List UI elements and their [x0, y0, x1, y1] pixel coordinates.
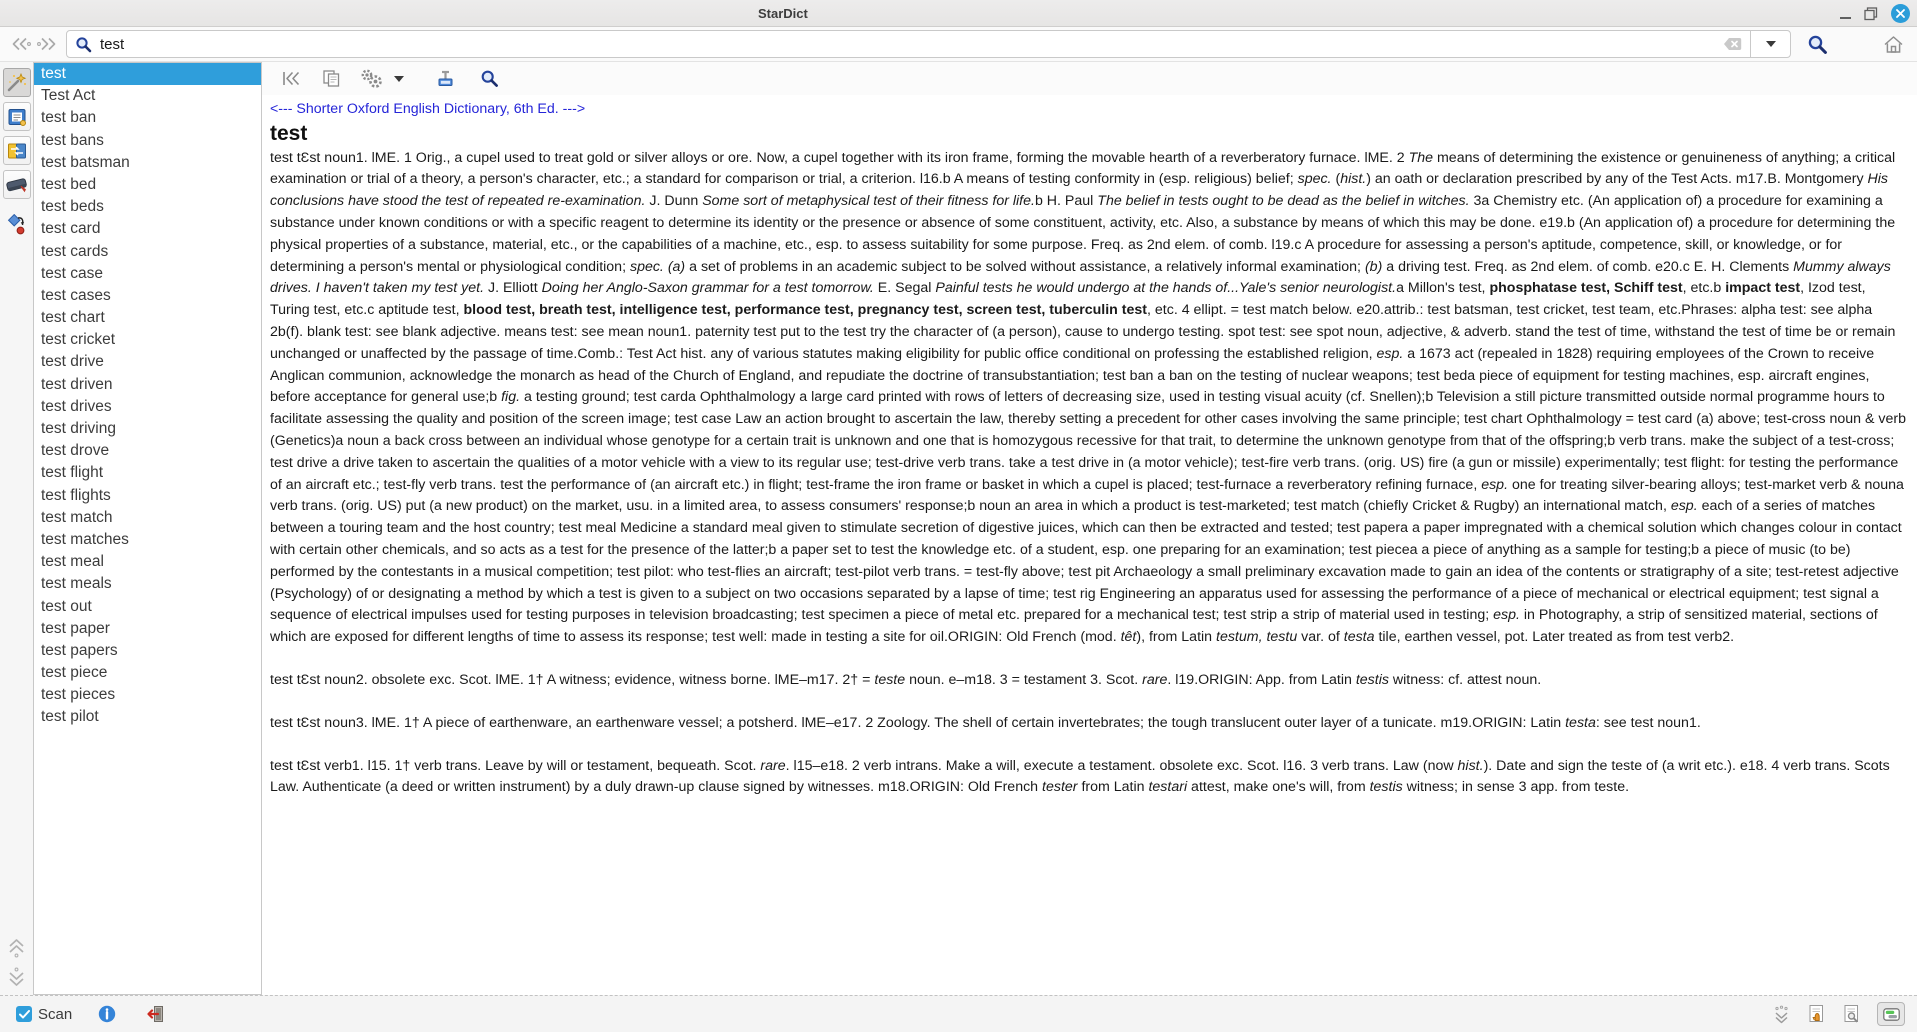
minimize-button[interactable] — [1840, 9, 1851, 19]
dropdown-caret-icon — [394, 76, 404, 82]
dict-list-tab-button[interactable] — [3, 102, 31, 131]
article-paragraph: test tƐst noun3. lME. 1† A piece of earthenware, an earthenware vessel; a potsherd. lME–e17. 2 Zoology. The shell of certain invertebrates; the tough translucent outer layer of a tunicate. m19.ORIGIN: Latin testa: see test noun1. — [270, 714, 1701, 731]
word-next-button[interactable] — [3, 965, 31, 991]
article-find-button[interactable] — [474, 66, 504, 92]
wordlist-item[interactable]: test bed — [41, 175, 97, 193]
search-dropdown-button[interactable] — [1750, 31, 1790, 57]
main-area — [0, 62, 1917, 995]
status-bar — [0, 995, 1917, 1032]
article-pane — [262, 62, 1917, 995]
dictionary-header: <--- Shorter Oxford English Dictionary, 6th Ed. ---> — [270, 101, 586, 117]
scan-label: Scan — [38, 1005, 73, 1023]
wordlist-item[interactable]: test papers — [41, 641, 118, 659]
skip-first-icon — [281, 70, 301, 87]
back-icon — [10, 36, 32, 52]
wordlist-item[interactable]: test bans — [41, 131, 104, 149]
wordlist-item[interactable]: test chart — [41, 309, 105, 327]
wordlist-item[interactable]: test piece — [41, 664, 108, 682]
definition-area[interactable] — [262, 95, 1917, 995]
window-title: StarDict — [758, 6, 808, 21]
wordlist-item[interactable]: test pieces — [41, 686, 116, 704]
title-bar — [0, 0, 1917, 27]
wordlist-item[interactable]: test match — [41, 508, 113, 526]
wordlist-item[interactable]: test batsman — [41, 153, 130, 171]
wordlist-item[interactable]: test beds — [41, 198, 104, 216]
dict-swap-tab-button[interactable] — [3, 136, 31, 165]
wordlist-item[interactable]: Test Act — [41, 87, 96, 105]
close-button[interactable] — [1891, 4, 1910, 23]
search-entry[interactable] — [66, 30, 1791, 58]
toggle-panel-icon — [1883, 1008, 1900, 1021]
pointer-dots-icon — [1772, 1005, 1791, 1024]
edit-dict-button[interactable] — [1842, 1004, 1861, 1024]
exit-icon — [146, 1005, 164, 1023]
headword: test — [270, 121, 308, 145]
wordlist-item[interactable]: test meal — [41, 553, 104, 571]
word-prev-icon — [6, 935, 27, 959]
search-toolbar — [0, 27, 1917, 62]
back-button[interactable] — [8, 31, 34, 57]
manage-dict-dropdown[interactable] — [386, 76, 412, 82]
search-button[interactable] — [1803, 30, 1831, 58]
wordlist-item[interactable]: test — [34, 63, 261, 85]
wordlist-item[interactable]: test cards — [41, 242, 109, 260]
maximize-button[interactable] — [1864, 7, 1878, 21]
word-list[interactable] — [33, 62, 262, 995]
find-button-icon — [1807, 34, 1828, 55]
side-toolbar — [0, 62, 33, 995]
search-icon — [67, 36, 96, 53]
wordlist-item[interactable]: test out — [41, 597, 92, 615]
dict-list-icon — [6, 106, 28, 128]
wordlist-item[interactable]: test drive — [41, 353, 104, 371]
wordlist-item[interactable]: test paper — [41, 619, 110, 637]
article-paragraph: test tƐst noun1. lME. 1 Orig., a cupel used to treat gold or silver alloys or ore. Now, a cupel together with its iron frame, forming the movable hearth of a reverberatory furnace. lME. 2 The means of determining the existence or genuineness of anything; a critical examination or trial of a theory, a person's character, etc.; a standard for comparison or trial, a criterion. l16.b A means of testing conformity in (esp. religious) belief; spec. (hist.) an oath or declaration prescribed by any of the Test Acts. m17.B. Montgomery His conclusions have stood the test of repeated re-examination. J. Dunn Some sort of metaphysical test of their fitness for life.b H. Paul The belief in tests ought to be dead as the belief in witches. 3a Chemistry etc. (An application of) a procedure for examining a substance under known conditions or with a specific reagent to determine its identity or the presence or absence of some constituent, activity, etc. Also, a substance by means of which this may be done. e19.b (An application of) a procedure for determining the physical properties of a substance, material, etc., or the capabilities of a machine, etc., esp. to assess suitability for some purpose. Freq. as 2nd elem. of comb. l19.c A procedure for assessing a person's aptitude, competence, skill, or knowledge, or for determining a person's mental or physiological condition; spec. (a) a set of problems in an academic subject to be solved without assistance, a relatively informal examination; (b) a driving test. Freq. as 2nd elem. of comb. e20.c E. H. Clements Mummy always drives. I haven't taken my test yet. J. Elliott Doing her Anglo-Saxon grammar for a test tomorrow. E. Segal Painful tests he would undergo at the hands of...Yale's senior neurologist.a Millon's test, phosphatase test, Schiff test, etc.b impact test, Izod test, Turing test, etc.c aptitude test, blood test, breath test, intelligence test, performance test, pregnancy test, screen test, tuberculin test, etc. 4 ellipt. = test match below. e20.attrib.: test batsman, test cricket, test team, etc.Phrases: alpha test: see alpha 2b(f). blank test: see blank adjective. means test: see mean noun1. paternity test put to the test try the character of (a person), cause to undergo testing. spot test: see spot noun, adjective, & adverb. stand the test of time, withstand the test of time be or remain unchanged or unaffected by the passage of time.Comb.: Test Act hist. any of various statutes making eligibility for public office conditional on professing the established religion, esp. a 1673 act (repealed in 1828) requiring employees of the Crown to receive Anglican communion, acknowledge the monarch as head of the Church of England, and repudiate the doctrine of transubstantiation; test ban a ban on the testing of nuclear weapons; test beda piece of equipment for testing machines, esp. aircraft engines, before acceptance for general use;b fig. a testing ground; test carda Ophthalmology a large card printed with rows of letters of decreasing size, used in testing visual acuity (cf. Snellen);b Television a still picture transmitted outside normal programme hours to facilitate assessing the quality and position of the screen image; test case Law an action brought to ascertain the law, thereby setting a precedent for other cases involving the same principle; test chart Ophthalmology = test card (a) above; test-cross noun & verb (Genetics)a noun a back cross between an individual whose genotype for a certain trait is unknown and one that is homozygous recessive for that trait, to determine the unknown genotype from that of the offspring;b verb trans. make the subject of a test-cross; test drive a drive taken to ascertain the qualities of a motor vehicle with a view to its regular use; test-drive verb trans. take a test drive in (a motor vehicle); test-fire verb trans. (orig. US) fire (a gun or missile) experimentally; test flight: for testing the performance of an aircraft etc.; test-fly verb trans. test the performance of (an aircraft etc.) in flight; test-frame the iron frame or basket in which a cupel is placed; test-furnace a reverberatory refining furnace, esp. one for treating silver-bearing alloys; test-market verb & nouna verb trans. (orig. US) put (a new product) on the market, usu. in a limited area, to assess consumers' response;b noun an area in which a product is test-marketed; test match (chiefly Cricket & Rugby) an international match, esp. each of a series of matches between a touring team and the host country; test meal Medicine a standard meal given to stimulate secretion of digestive juices, which can then be extracted and tested; test papera a paper impregnated with a chemical solution which changes colour in contact with certain other chemicals, and so acts as a test for the presence of the latter;b a paper set to test the knowledge etc. of a student, esp. one preparing for an examination; test piecea a piece of anything as a sample for testing;b a piece of music (to be) performed by the contestants in a musical competition; test pilot: who test-flies an aircraft; test-pilot verb trans. = test-fly above; test pit Archaeology a small preliminary excavation made to gain an idea of the contents or stratigraphy of a site; test-retest adjective (Psychology) of or designating a method by which a test is given to a subject on two occasions separated by a lapse of time; test rig Engineering an apparatus used for assessing the performance of a piece of mechanical or electrical equipment; test signal a sequence of electrical impulses used for testing purposes in television broadcasting; test specimen a piece of metal etc. prepared for a mechanical test; test strip a strip of material used in testing; esp. in Photography, a strip of sensitized material, sections of which are exposed for different lengths of time to assess its response; test well: made in testing a site for oil.ORIGIN: Old French (mod. têt), from Latin testum, testu var. of testa tile, earthen vessel, pot. Later treated as from test verb2. — [270, 149, 1907, 646]
skip-first-button[interactable] — [276, 66, 306, 92]
manage-dict-icon — [1842, 1004, 1861, 1024]
gears-icon — [358, 68, 384, 90]
wordlist-item[interactable]: test drives — [41, 397, 112, 415]
article-find-icon — [480, 69, 499, 88]
wordlist-item[interactable]: test matches — [41, 530, 129, 548]
scan-pointer-button[interactable] — [1772, 1005, 1791, 1024]
wordlist-item[interactable]: test flights — [41, 486, 111, 504]
article-paragraph: test tƐst verb1. l15. 1† verb trans. Leave by will or testament, bequeath. Scot. rare. l15–e18. 2 verb intrans. Make a will, execute a testament. obsolete exc. Scot. l16. 3 verb trans. Law (now hist.). Date and sign the teste of (a writ etc.). e18. 4 verb trans. Scots Law. Authenticate (a deed or written instrument) by a duly drawn-up clause signed by witnesses. m18.ORIGIN: Old French tester from Latin testari attest, make one's will, from testis witness; in sense 3 app. from teste. — [270, 757, 1890, 796]
home-button[interactable] — [1879, 30, 1907, 58]
copy-button[interactable] — [316, 66, 346, 92]
close-icon — [1896, 9, 1905, 18]
pronounce-button[interactable] — [430, 66, 460, 92]
search-input[interactable] — [96, 36, 1715, 53]
info-icon — [98, 1005, 116, 1023]
pronounce-icon — [435, 68, 456, 89]
wordlist-item[interactable]: test drove — [41, 442, 110, 460]
wordlist-item[interactable]: test case — [41, 264, 104, 282]
forward-icon — [36, 36, 58, 52]
home-icon — [1883, 35, 1904, 54]
clear-icon[interactable] — [1715, 37, 1750, 51]
article-toolbar — [262, 62, 1917, 95]
dropdown-caret-icon — [1766, 41, 1776, 47]
word-next-icon — [6, 966, 27, 990]
copy-icon — [322, 69, 341, 88]
article-paragraph: test tƐst noun2. obsolete exc. Scot. lME. 1† A witness; evidence, witness borne. lME–m17. 2† = teste noun. e–m18. 3 = testament 3. Scot. rare. l19.ORIGIN: App. from Latin testis witness: cf. attest noun. — [270, 671, 1542, 688]
wand-icon — [5, 71, 28, 94]
quit-button[interactable] — [146, 1005, 164, 1023]
word-prev-button[interactable] — [3, 934, 31, 960]
wordlist-item[interactable]: test driving — [41, 420, 116, 437]
save-article-button[interactable] — [1807, 1004, 1826, 1024]
wordlist-item[interactable]: test cases — [41, 286, 111, 304]
scan-checkbox[interactable] — [16, 1006, 32, 1022]
wordlist-item[interactable]: test card — [41, 220, 101, 238]
wizard-tab-button[interactable] — [3, 68, 31, 97]
wordlist-item[interactable]: test driven — [41, 375, 113, 393]
info-button[interactable] — [98, 1005, 116, 1023]
translate-icon[interactable] — [3, 212, 31, 238]
wordlist-item[interactable]: test ban — [41, 109, 97, 127]
dict-swap-icon — [6, 140, 28, 162]
forward-button[interactable] — [34, 31, 60, 57]
manage-dict-button[interactable] — [356, 66, 386, 92]
wordlist-item[interactable]: test flight — [41, 464, 104, 482]
wordlist-item[interactable]: test pilot — [41, 708, 99, 726]
dark-book-icon — [5, 173, 28, 196]
touch-page-icon — [1807, 1004, 1826, 1024]
dark-dict-tab-button[interactable] — [3, 170, 31, 199]
toggle-list-button[interactable] — [1877, 1002, 1905, 1026]
wordlist-item[interactable]: test meals — [41, 575, 112, 593]
wordlist-item[interactable]: test cricket — [41, 331, 116, 349]
check-icon — [19, 1010, 30, 1019]
maximize-icon — [1864, 7, 1878, 21]
minimize-icon — [1840, 9, 1851, 19]
